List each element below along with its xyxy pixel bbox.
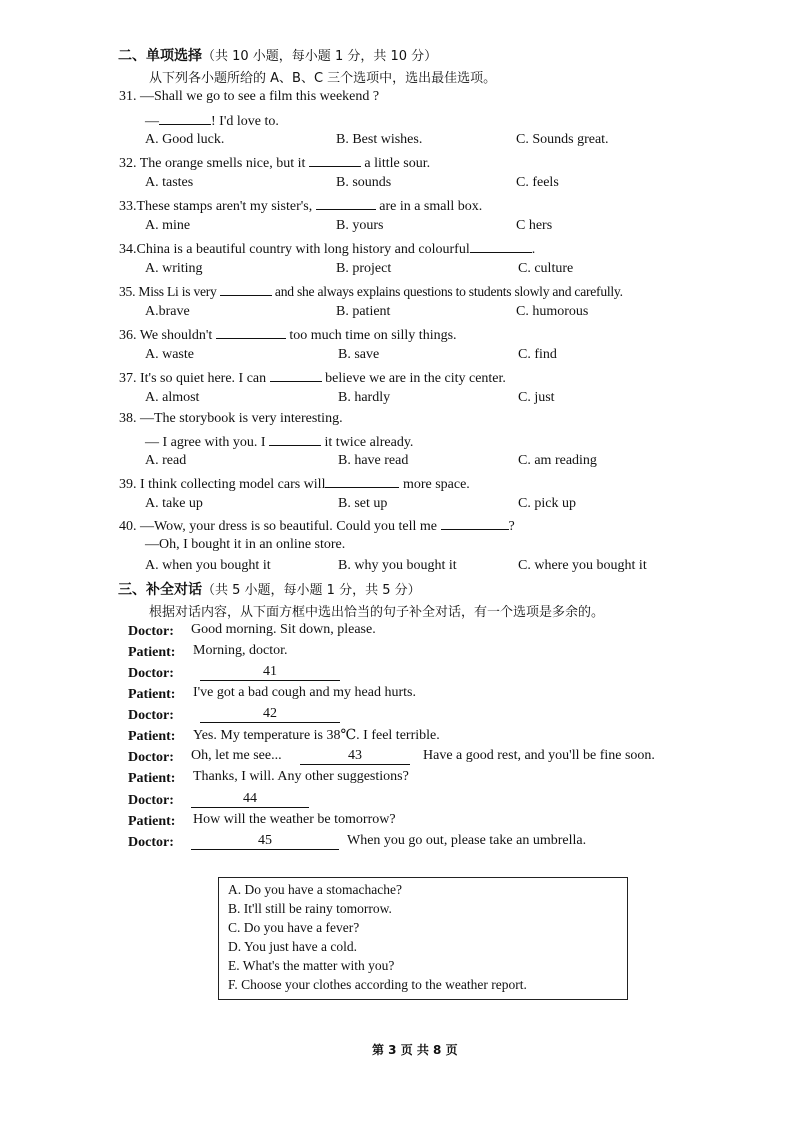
question-text: Miss Li is very: [138, 284, 217, 299]
dialogue-text: I've got a bad cough and my head hurts.: [193, 685, 416, 700]
option-a: A. writing: [145, 261, 203, 276]
question-number: 35.: [119, 284, 136, 299]
section3-instruction: 根据对话内容，从下面方框中选出恰当的句子补全对话，有一个选项是多余的。: [149, 605, 605, 620]
dialogue-line: [128, 706, 277, 724]
question-40-response: —Oh, I bought it in an online store.: [145, 537, 346, 552]
answer-blank: [269, 432, 321, 446]
options-box: [218, 877, 628, 1000]
section2-instruction: 从下列各小题所给的 A、B、C 三个选项中，选出最佳选项。: [149, 71, 497, 86]
question-text: These stamps aren't my sister's,: [136, 199, 313, 214]
option-a: A. mine: [145, 218, 191, 233]
section3-title: 三、补全对话: [118, 582, 202, 598]
blank-44: 44: [191, 791, 309, 808]
option-c: C. humorous: [516, 304, 589, 319]
question-text: It's so quiet here. I can: [140, 371, 267, 386]
question-text: — I agree with you. I: [145, 435, 266, 450]
option-c: C. where you bought it: [518, 558, 647, 573]
question-text: The orange smells nice, but it: [139, 156, 306, 171]
question-text: China is a beautiful country with long history and colourful: [136, 242, 470, 257]
question-number: 33.: [119, 199, 137, 214]
answer-blank: [470, 239, 532, 253]
option-a: A. Good luck.: [145, 132, 225, 147]
dialogue-text: Oh, let me see...: [191, 748, 282, 763]
speaker-label: Patient:: [128, 729, 176, 744]
speaker-label: Patient:: [128, 645, 176, 660]
question-37-stem: [119, 368, 506, 387]
section3-note: （共 5 小题，每小题 1 分，共 5 分）: [202, 583, 421, 598]
question-text: —The storybook is very interesting.: [140, 411, 343, 426]
question-33-stem: [119, 196, 482, 215]
speaker-label: Doctor:: [128, 835, 174, 850]
question-number: 31.: [119, 89, 137, 104]
option-a: A. tastes: [145, 175, 194, 190]
question-text: ?: [508, 519, 515, 534]
question-34-stem: [119, 239, 535, 258]
box-option-c: C. Do you have a fever?: [228, 920, 360, 935]
question-text: I think collecting model cars will: [140, 477, 326, 492]
speaker-label: Patient:: [128, 771, 176, 786]
question-text: and she always explains questions to students slowly and carefully.: [274, 284, 623, 299]
question-number: 34.: [119, 242, 137, 257]
question-text: it twice already.: [324, 435, 414, 450]
question-31-response: [145, 111, 279, 130]
option-b: B. have read: [338, 453, 409, 468]
dialogue-line: [128, 622, 376, 640]
option-a: A. when you bought it: [145, 558, 271, 573]
option-b: B. why you bought it: [338, 558, 457, 573]
dialogue-text: Yes. My temperature is 38℃. I feel terrible.: [193, 728, 440, 743]
option-a: A. almost: [145, 390, 200, 405]
speaker-label: Doctor:: [128, 793, 174, 808]
answer-blank: [216, 325, 286, 339]
blank-43: 43: [300, 748, 410, 765]
speaker-label: Doctor:: [128, 708, 174, 723]
speaker-label: Patient:: [128, 687, 176, 702]
box-option-e: E. What's the matter with you?: [228, 958, 395, 973]
option-b: B. project: [336, 261, 392, 276]
dialogue-text: Thanks, I will. Any other suggestions?: [193, 769, 409, 784]
option-b: B. yours: [336, 218, 384, 233]
dialogue-line: [128, 833, 587, 851]
dialogue-text: Morning, doctor.: [193, 643, 288, 658]
section2-title: 二、单项选择: [118, 48, 202, 64]
dialogue-line: [128, 791, 257, 809]
question-text: —: [145, 114, 159, 129]
section2-heading: [118, 45, 437, 65]
speaker-label: Doctor:: [128, 666, 174, 681]
answer-blank: [441, 516, 509, 530]
dialogue-text: When you go out, please take an umbrella.: [347, 833, 587, 848]
section3-heading: [118, 579, 421, 599]
answer-blank: [159, 111, 211, 125]
option-c: C. culture: [518, 261, 574, 276]
blank-41: 41: [200, 664, 340, 681]
speaker-label: Doctor:: [128, 624, 174, 639]
section2-note: （共 10 小题，每小题 1 分，共 10 分）: [202, 49, 438, 64]
option-c: C. pick up: [518, 496, 576, 511]
question-text: a little sour.: [364, 156, 431, 171]
option-c: C. find: [518, 347, 557, 362]
option-b: B. save: [338, 347, 380, 362]
option-a: A. take up: [145, 496, 203, 511]
question-text: We shouldn't: [139, 328, 213, 343]
speaker-label: Patient:: [128, 814, 176, 829]
answer-blank: [309, 153, 361, 167]
question-32-stem: [119, 153, 430, 172]
dialogue-line: [128, 769, 409, 787]
option-c: C hers: [516, 218, 553, 233]
dialogue-line: [128, 812, 396, 830]
question-text: believe we are in the city center.: [325, 371, 506, 386]
question-number: 37.: [119, 371, 137, 386]
option-c: C. am reading: [518, 453, 597, 468]
option-a: A.brave: [145, 304, 190, 319]
box-option-b: B. It'll still be rainy tomorrow.: [228, 901, 392, 916]
page-number: 第 3 页 共 8 页: [372, 1043, 458, 1057]
question-number: 36.: [119, 328, 137, 343]
question-number: 38.: [119, 411, 137, 426]
answer-blank: [316, 196, 376, 210]
question-text: —Shall we go to see a film this weekend ?: [140, 89, 380, 104]
box-option-a: A. Do you have a stomachache?: [228, 882, 402, 897]
question-text: more space.: [402, 477, 470, 492]
dialogue-line: [128, 664, 277, 682]
blank-45: 45: [191, 833, 339, 850]
blank-42: 42: [200, 706, 340, 723]
option-c: C. Sounds great.: [516, 132, 609, 147]
question-text: too much time on silly things.: [289, 328, 457, 343]
question-number: 39.: [119, 477, 137, 492]
question-text: ! I'd love to.: [211, 114, 279, 129]
question-text: .: [531, 242, 536, 257]
option-c: C. feels: [516, 175, 559, 190]
question-36-stem: [119, 325, 457, 344]
dialogue-text: Have a good rest, and you'll be fine soon.: [423, 748, 655, 763]
box-option-f: F. Choose your clothes according to the weather report.: [228, 977, 527, 992]
option-b: B. sounds: [336, 175, 392, 190]
question-38-response: [145, 432, 413, 451]
question-text: —Wow, your dress is so beautiful. Could you tell me: [140, 519, 437, 534]
option-a: A. waste: [145, 347, 194, 362]
answer-blank: [325, 474, 399, 488]
dialogue-line: [128, 643, 288, 661]
question-text: are in a small box.: [379, 199, 483, 214]
answer-blank: [270, 368, 322, 382]
question-40-stem: [119, 516, 515, 535]
option-b: B. hardly: [338, 390, 391, 405]
dialogue-line: [128, 727, 440, 745]
question-35-stem: [119, 282, 623, 300]
option-b: B. set up: [338, 496, 388, 511]
dialogue-line: [128, 748, 655, 766]
option-b: B. patient: [336, 304, 391, 319]
question-31-stem: [119, 89, 379, 105]
speaker-label: Doctor:: [128, 750, 174, 765]
option-a: A. read: [145, 453, 187, 468]
question-number: 32.: [119, 156, 137, 171]
question-39-stem: [119, 474, 470, 493]
option-b: B. Best wishes.: [336, 132, 423, 147]
answer-blank: [220, 282, 272, 296]
question-38-stem: [119, 411, 343, 427]
dialogue-text: Good morning. Sit down, please.: [191, 622, 376, 637]
dialogue-text: How will the weather be tomorrow?: [193, 812, 396, 827]
box-option-d: D. You just have a cold.: [228, 939, 357, 954]
dialogue-line: [128, 685, 416, 703]
question-number: 40.: [119, 519, 137, 534]
option-c: C. just: [518, 390, 555, 405]
